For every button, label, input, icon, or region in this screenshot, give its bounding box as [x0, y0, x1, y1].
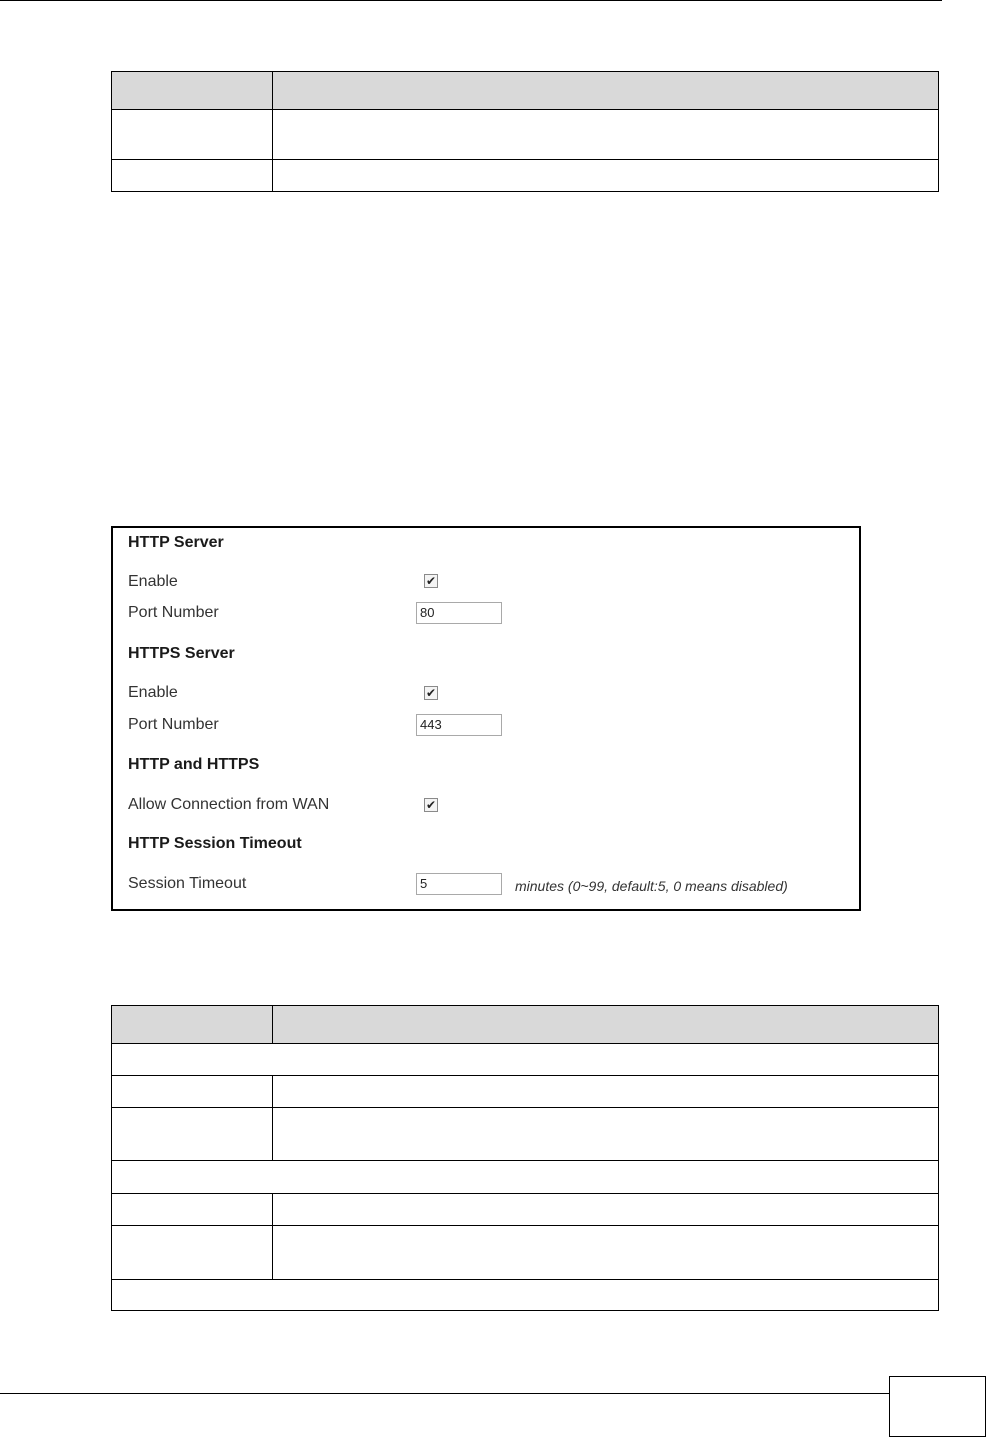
table-cell [273, 1194, 939, 1226]
check-icon: ✔ [425, 686, 437, 700]
table-row [112, 1076, 939, 1108]
table-row [112, 1108, 939, 1161]
http-port-label: Port Number [128, 604, 219, 621]
session-timeout-heading: HTTP Session Timeout [128, 835, 302, 852]
table-cell [112, 1108, 273, 1161]
session-timeout-label: Session Timeout [128, 875, 247, 892]
header-rule [0, 0, 942, 1]
table-header-row [112, 1006, 939, 1044]
https-port-label: Port Number [128, 716, 219, 733]
table-cell [112, 160, 273, 192]
session-timeout-hint: minutes (0~99, default:5, 0 means disabled) [515, 878, 788, 894]
check-icon: ✔ [425, 798, 437, 812]
http-and-https-heading: HTTP and HTTPS [128, 756, 260, 773]
table-cell [273, 1108, 939, 1161]
table-cell [273, 1076, 939, 1108]
table-cell [112, 1194, 273, 1226]
allow-wan-label: Allow Connection from WAN [128, 796, 330, 813]
table-cell [112, 110, 273, 160]
table-header-cell [112, 72, 273, 110]
table-row [112, 1226, 939, 1280]
table-cell [112, 1226, 273, 1280]
table-top [111, 71, 939, 192]
table-header-row [112, 72, 939, 110]
https-server-heading: HTTPS Server [128, 645, 235, 662]
http-server-heading: HTTP Server [128, 534, 224, 551]
table-section-row [112, 1044, 939, 1076]
check-icon: ✔ [425, 574, 437, 588]
session-timeout-input[interactable]: 5 [416, 873, 502, 895]
table-row [112, 1194, 939, 1226]
footer-rule [0, 1393, 889, 1394]
table-header-cell [273, 1006, 939, 1044]
table-row [112, 110, 939, 160]
table-bottom [111, 1005, 939, 1311]
table-cell [112, 1280, 939, 1311]
table-row [112, 160, 939, 192]
table-cell [112, 1161, 939, 1194]
http-enable-checkbox[interactable] [424, 574, 438, 588]
http-enable-label: Enable [128, 573, 178, 590]
table-section-row [112, 1280, 939, 1311]
table-cell [273, 110, 939, 160]
table-cell [112, 1076, 273, 1108]
page-number-box [889, 1376, 986, 1437]
table-cell [273, 160, 939, 192]
table-header-cell [273, 72, 939, 110]
table-header-cell [112, 1006, 273, 1044]
https-enable-label: Enable [128, 684, 178, 701]
http-port-input[interactable]: 80 [416, 602, 502, 624]
table-cell [112, 1044, 939, 1076]
allow-wan-checkbox[interactable] [424, 798, 438, 812]
table-cell [273, 1226, 939, 1280]
http-settings-screenshot [111, 526, 861, 911]
https-port-input[interactable]: 443 [416, 714, 502, 736]
https-enable-checkbox[interactable] [424, 686, 438, 700]
table-section-row [112, 1161, 939, 1194]
